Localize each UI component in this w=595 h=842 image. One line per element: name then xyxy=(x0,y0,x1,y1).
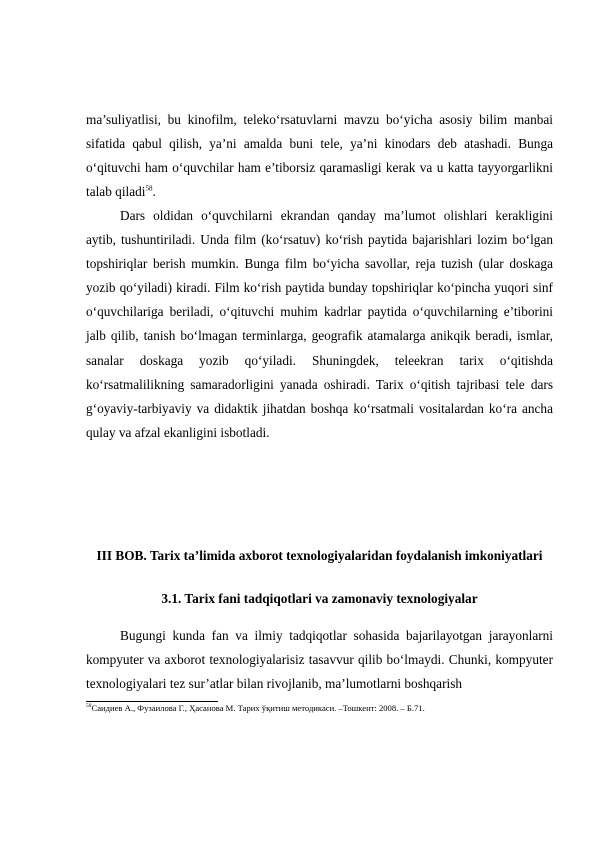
paragraph-1-end: . xyxy=(152,184,156,200)
body-paragraph-1 xyxy=(86,108,553,204)
paragraph-1-text: ma’suliyatlisi, bu kinofilm, teleko‘rsatuvlarni mavzu bo‘yicha asosiy bilim manbai sifatida qabul qilish, ya’ni amalda buni tele, ya’ni kinodars deb atashadi. Bunga o‘qituvchi ham o‘quvchilar ham e’tiborsiz qaramasligi kerak va u katta tayyorgarlikni talab qiladi xyxy=(86,112,553,200)
body-paragraph-3: Bugungi kunda fan va ilmiy tadqiqotlar sohasida bajarilayotgan jarayonlarni kompyuter va axborot texnologiyalarisiz tasavvur qilib bo‘lmaydi. Chunki, kompyuter texnologiyalari tez sur’atlar bilan rivojlanib, ma’lumotlarni boshqarish xyxy=(86,628,553,692)
footnote-number: 58 xyxy=(86,703,92,710)
footnote-reference: 58 xyxy=(145,184,153,193)
footnote-text: Саидиев А., Фузаилова Г., Ҳасанова М. Тарих ўқитиш методикаси. –Тошкент: 2008. – Б.71. xyxy=(91,703,425,713)
section-heading: 3.1. Tarix fani tadqiqotlari va zamonaviy texnologiyalar xyxy=(161,591,478,606)
body-paragraph-2: Dars oldidan o‘quvchilarni ekrandan qanday ma’lumot olishlari kerakligini aytib, tushuntiriladi. Unda film (ko‘rsatuv) ko‘rish paytida bajarishlari lozim bo‘lgan topshiriqlar berish mumkin. Bunga film bo‘yicha savollar, reja tuzish (ular doskaga yozib qo‘yiladi) kiradi. Film ko‘rish paytida bunday topshiriqlar ko‘pincha yuqori sinf o‘quvchilariga beriladi, o‘qituvchi muhim kadrlar paytida o‘quvchilarning e’tiborini jalb qilib, tanish bo‘lmagan terminlarga, geografik atamalarga anikqik beradi, ismlar, sanalar doskaga yozib qo‘yiladi. Shuningdek, teleekran tarix o‘qitishda ko‘rsatmalilikning samaradorligini yanada oshiradi. Tarix o‘qitish tajribasi tele dars g‘oyaviy-tarbiyaviy va didaktik jihatdan boshqa ko‘rsatmali vositalardan ko‘ra ancha qulay va afzal ekanligini isbotladi. xyxy=(86,208,553,440)
chapter-heading: III BOB. Tarix ta’limida axborot texnologiyalaridan foydalanish imkoniyatlari xyxy=(96,548,543,563)
footnote xyxy=(86,702,553,714)
